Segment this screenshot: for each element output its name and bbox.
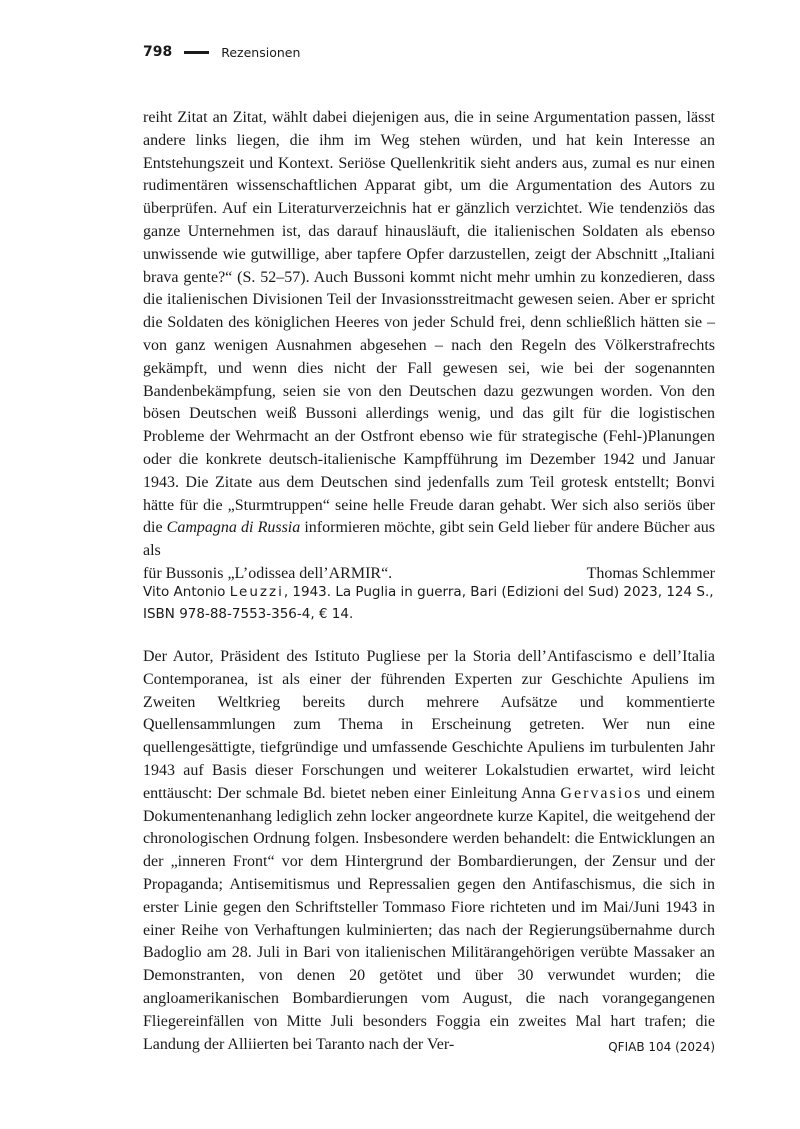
citation-details: , 1943. La Puglia in guerra, Bari (Edizioni del Sud) 2023, 124 S., ISBN 978-88-7553-356-4, € 14. — [143, 584, 714, 623]
review-1-text-b: informieren möchte, gibt sein Geld lieber für andere Bücher aus als — [143, 519, 716, 560]
citation-author-surname: Leuzzi — [229, 584, 284, 600]
review-1-text-a: reiht Zitat an Zitat, wählt dabei diejenigen aus, die in seine Argumentation passen, lässt andere links liegen, die ihm im Weg stehen würden, und hat kein Interesse an Entstehungszeit und Kontext. Seriöse Quellenkritik sieht anders aus, zumal es nur einen rudimentären wissenschaftlichen Apparat gibt, um die Argumentation des Autors zu überprüfen. Auf ein Literaturverzeichnis hat er gänzlich verzichtet. Wie tendenziös das ganze Unternehmen ist, das darauf hinausläuft, die italienischen Soldaten als ebenso unwissende wie gutwillige, aber tapfere Opfer darzustellen, zeigt der Abschnitt „Italiani brava gente?“ (S. 52–57). Auch Bussoni kommt nicht mehr umhin zu konzedieren, dass die italienischen Divisionen Teil der Invasionsstreitmacht gewesen seien. Aber er spricht die Soldaten des königlichen Heeres von jeder Schuld frei, denn schließlich hätten sie – von ganz wenigen Ausnahmen abgesehen – nach den Regeln des Völkerstrafrechts gekämpft, und wenn dies nicht der Fall gewesen sei, wie bei der sogenannten Bandenbekämpfung, seien sie von den Deutschen dazu gezwungen worden. Von den bösen Deutschen weiß Bussoni allerdings wenig, und das gilt für die logistischen Probleme der Wehrmacht an der Ostfront ebenso wie für strategische (Fehl-)Planungen oder die konkrete deutsch-italienische Kampfführung im Dezember 1942 und Januar 1943. Die Zitate aus dem Deutschen sind jedenfalls zum Teil grotesk entstellt; Bonvi hätte für die „Sturmtruppen“ seine helle Freude daran gehabt. Wer sich also seriös über die — [143, 109, 715, 537]
reviewer-name: Thomas Schlemmer — [586, 564, 715, 582]
citation-author-first: Vito Antonio — [143, 584, 230, 600]
review-1-body — [143, 107, 715, 586]
review-2-text-b: und einem Dokumentenanhang lediglich zehn locker angeordnete kurze Kapitel, die weitgehend der chronologischen Ordnung folgen. Insbesondere werden behandelt: die Entwicklungen an der „inneren Front“ vor dem Hintergrund der Bombardierungen, der Zensur und der Propaganda; Antisemitismus und Repressalien gegen den Antifaschismus, die sich in erster Linie gegen den Schriftsteller Tommaso Fiore richteten und im Mai/Juni 1943 in einer Reihe von Verhaftungen kulminierten; das nach der Regierungsübernahme durch Badoglio am 28. Juli in Bari von italienischen Militärangehörigen verübte Massaker an Demonstranten, von denen 20 getötet und über 30 verwundet wurden; die angloamerikanischen Bombardierungen vom August, die nach vorangegangenen Fliegereinfällen von Mitte Juli besonders Foggia ein zweites Mal hart trafen; die Landung der Alliierten bei Taranto nach der Ver- — [143, 784, 716, 1053]
review-2-citation — [143, 581, 715, 626]
header-rule — [184, 51, 209, 54]
page-number: 798 — [143, 44, 173, 60]
review-1-italic-title: Campagna di Russia — [166, 519, 301, 537]
review-1-closing-text: für Bussonis „L’odissea dell’ARMIR“. — [143, 564, 393, 582]
running-head: Rezensionen — [221, 44, 301, 60]
review-2-text-a: Der Autor, Präsident des Istituto Pugliese per la Storia dell’Antifascismo e dell’Italia Contemporanea, ist als einer der führenden Experten zur Geschichte Apuliens im Zweiten Weltkrieg bereits durch mehrere Aufsätze und kommentierte Quellensammlungen zum Thema in Erscheinung getreten. Wer nun eine quellengesättigte, tiefgründige und umfassende Geschichte Apuliens im turbulenten Jahr 1943 auf Basis dieser Forschungen und weiterer Lokalstudien erwartet, wird leicht enttäuscht: Der schmale Bd. bietet neben einer Einleitung Anna — [143, 648, 715, 802]
review-2-body — [143, 646, 715, 1056]
page-header — [143, 44, 300, 60]
review-2-spaced-name: Gervasios — [560, 784, 643, 802]
journal-footer: QFIAB 104 (2024) — [608, 1040, 715, 1054]
